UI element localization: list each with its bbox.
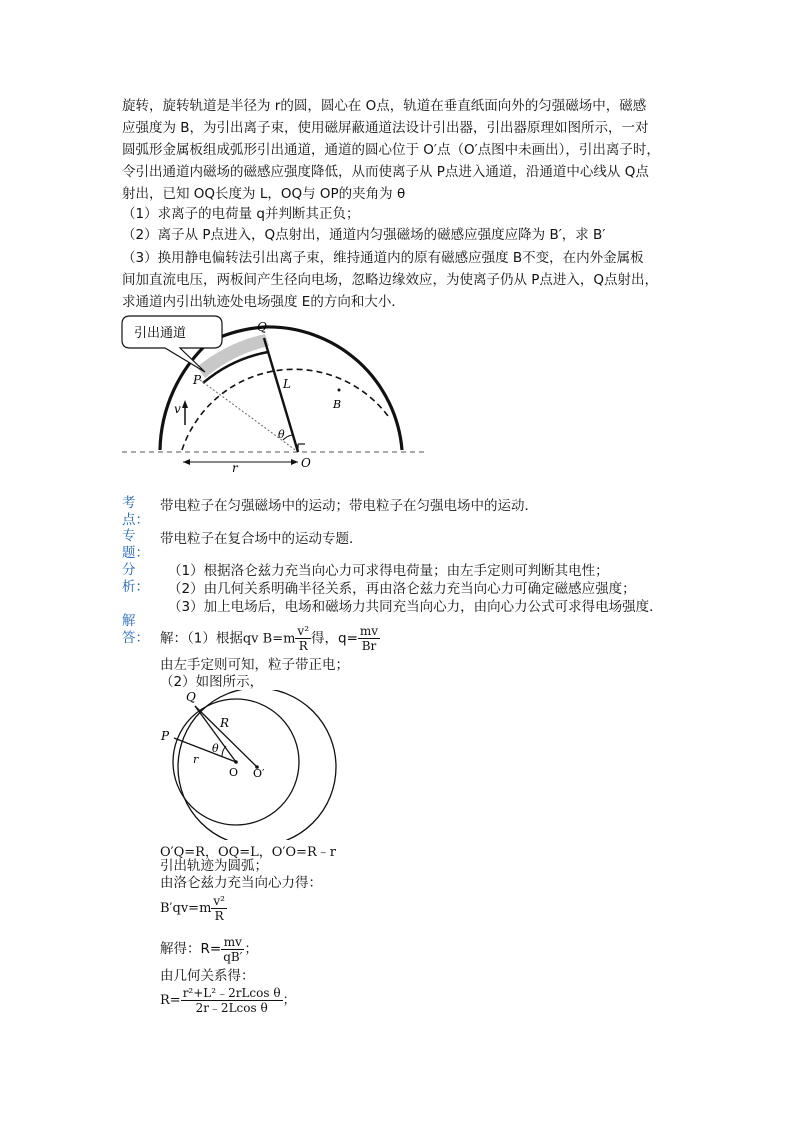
fenxi-label: 分析： xyxy=(122,562,149,595)
center-o-label: O xyxy=(301,456,311,470)
length-l-label: L xyxy=(283,377,291,391)
zhuanti-label: 专题： xyxy=(122,528,149,561)
fig2-q-label: Q xyxy=(186,690,196,704)
fig2-o-label: O xyxy=(229,766,239,779)
fraction-mv-over-br: $\frac{mv}{Br}$ xyxy=(359,624,379,653)
problem-line: 圆弧形金属板组成弧形引出通道，通道的圆心位于 O′点（O′点图中未画出），引出离子时， xyxy=(122,142,660,158)
question-3: （3）换用静电偏转法引出离子束，维持通道内的原有磁感应强度 B不变，在内外金属板 xyxy=(122,250,644,266)
fig2-theta-label: θ xyxy=(212,742,219,755)
problem-line: 间加直流电压，两板间产生径向电场，忽略边缘效应，为使离子仍从 P点进入，Q点射出， xyxy=(122,272,659,288)
angle-theta-label: θ xyxy=(278,428,285,441)
callout-label: 引出通道 xyxy=(134,326,187,341)
fenxi-item: （2）由几何关系明确半径关系，再由洛仑兹力充当向心力可确定磁感应强度； xyxy=(168,581,636,597)
question-2: （2）离子从 P点进入，Q点射出，通道内匀强磁场的磁感应强度应降为 B′，求 B′ xyxy=(122,227,606,243)
jieda-label: 解答： xyxy=(122,613,149,646)
geometry-figure xyxy=(160,690,360,840)
fenxi-item: （1）根据洛仑兹力充当向心力可求得电荷量；由左手定则可判断其电性； xyxy=(168,563,609,579)
equation-r-solution: 解得：R= $\frac{mv}{qB'}$ ； xyxy=(160,935,258,964)
step1-mid: 得，q= xyxy=(311,630,358,647)
kaodian-text: 带电粒子在匀强磁场中的运动；带电粒子在匀强电场中的运动． xyxy=(160,498,538,514)
fig2-o-prime-label: O′ xyxy=(253,767,265,780)
problem-line: 射出，已知 OQ长度为 L，OQ与 OP的夹角为 θ xyxy=(122,186,406,202)
fig2-p-label: P xyxy=(161,729,170,743)
problem-line: 旋转，旋转轨道是半径为 r的圆，圆心在 O点，轨道在垂直纸面向外的匀强磁场中，磁感 xyxy=(122,98,647,114)
fraction-r-geometry: $\frac{\text{r²+L²﹣2rLcos θ}}{\text{2r﹣2Lcos θ}}$ xyxy=(182,986,281,1015)
equation-bprime: B′qv=m $\frac{\text{v²}}{R}$ xyxy=(160,894,225,923)
problem-line: 令引出通道内磁场的磁感应强度降低，从而使离子从 P点进入通道，沿通道中心线从 Q点 xyxy=(122,164,649,180)
point-q-label: Q xyxy=(257,320,267,334)
zhuanti-text: 带电粒子在复合场中的运动专题． xyxy=(160,531,363,547)
problem-line: 应强度为 B，为引出离子束，使用磁屏蔽通道法设计引出器，引出器原理如图所示，一对 xyxy=(122,120,649,136)
relation-lorentz: 由洛仑兹力充当向心力得： xyxy=(160,875,322,891)
step1-prefix: 解：（1）根据 xyxy=(160,630,243,647)
solution-step-2: （2）如图所示， xyxy=(160,674,264,690)
fenxi-item: （3）加上电场后，电场和磁场力共同充当向心力，由向心力公式可求得电场强度． xyxy=(168,599,663,615)
field-b-label: B xyxy=(333,398,342,411)
velocity-v-label: v xyxy=(174,402,181,416)
solution-step-1 xyxy=(160,624,380,653)
extraction-channel-figure xyxy=(120,310,430,475)
step1-eq-left: qv B=m xyxy=(242,631,296,647)
point-p-label: P xyxy=(193,373,202,387)
relation-geometry: 由几何关系得： xyxy=(160,968,255,984)
fig2-r-small-label: r xyxy=(193,753,199,766)
fraction-v2-over-r-2: $\frac{\text{v²}}{R}$ xyxy=(213,894,225,923)
equation-r-geometry: R= $\frac{\text{r²+L²﹣2rLcos θ}}{\text{2r﹣2Lcos θ}}$ ； xyxy=(160,986,296,1015)
fraction-v2-over-r: $\frac{\text{v²}}{R}$ xyxy=(297,624,310,653)
relation-lengths: O′Q=R，OQ=L，O′O=R﹣r xyxy=(160,845,336,860)
fraction-mv-over-qbprime: $\frac{mv}{qB'}$ xyxy=(223,935,243,964)
question-1: （1）求离子的电荷量 q并判断其正负； xyxy=(122,206,360,222)
kaodian-label: 考点： xyxy=(122,495,149,528)
relation-arc: 引出轨迹为圆弧； xyxy=(160,858,268,874)
solution-charge-sign: 由左手定则可知，粒子带正电； xyxy=(160,657,349,673)
problem-line: 求通道内引出轨迹处电场强度 E的方向和大小． xyxy=(122,294,405,310)
fig2-r-big-label: R xyxy=(220,716,230,730)
radius-r-label: r xyxy=(232,461,238,475)
